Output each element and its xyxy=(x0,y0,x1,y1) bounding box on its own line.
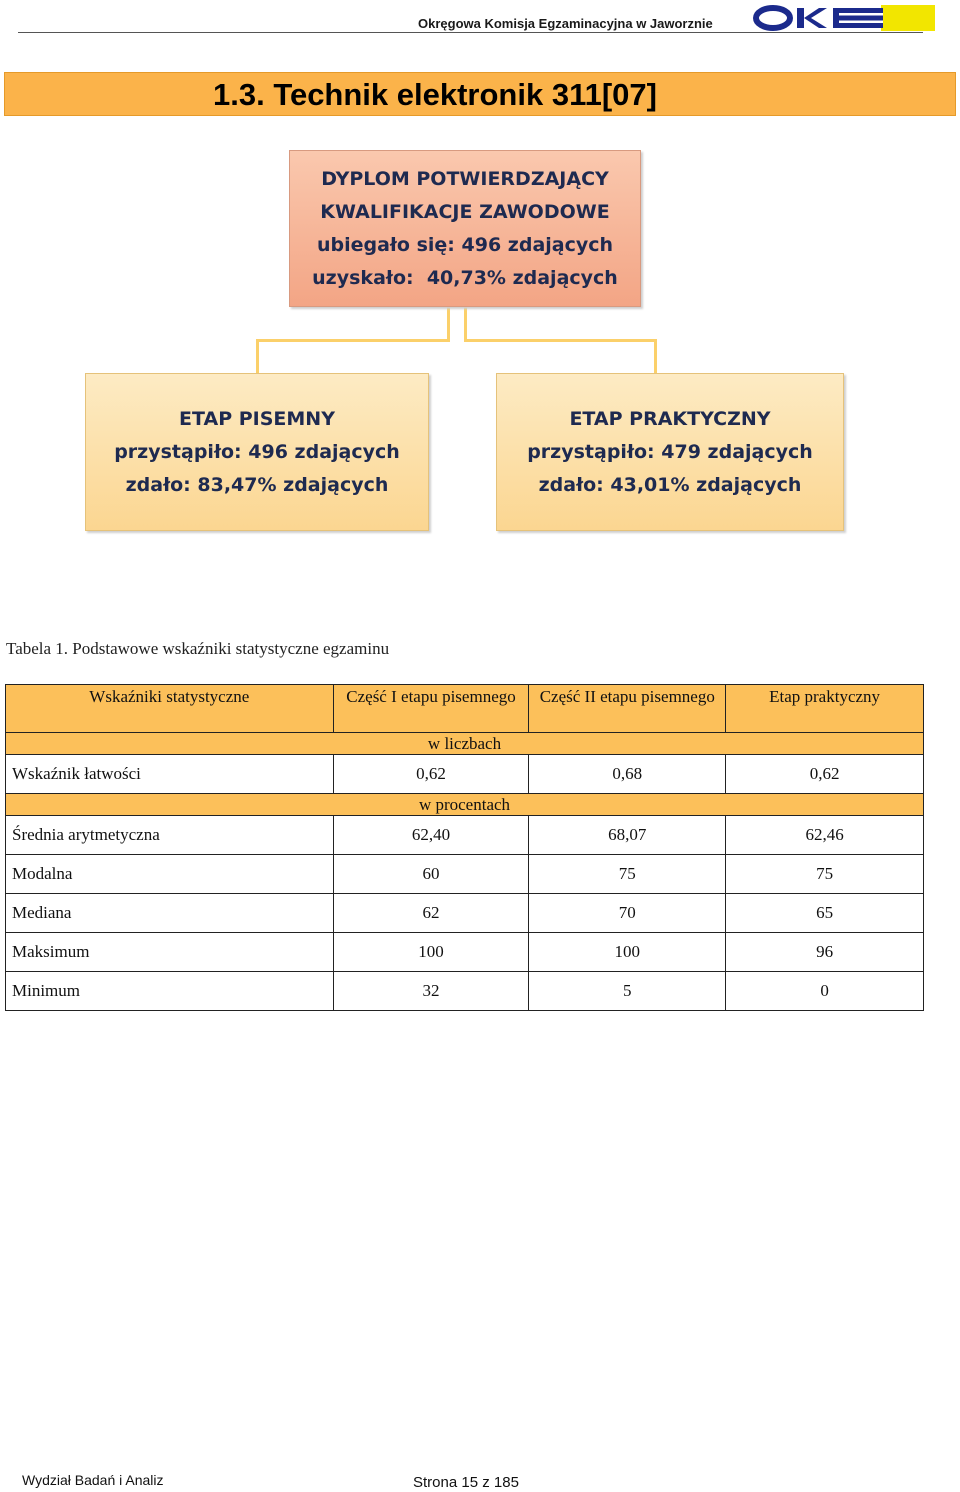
band-percent: w procentach xyxy=(6,794,924,816)
diploma-line-1: DYPLOM POTWIERDZAJĄCY xyxy=(321,167,609,190)
practical-stage-title: ETAP PRAKTYCZNY xyxy=(569,407,771,430)
cell-value: 70 xyxy=(529,894,726,933)
table-row xyxy=(6,855,924,894)
practical-stage-box xyxy=(496,373,844,531)
footer-page-number: Strona 15 z 185 xyxy=(413,1474,519,1491)
connector-right-vertical-top xyxy=(464,307,467,341)
diploma-line-4: uzyskało: 40,73% zdających xyxy=(312,266,618,289)
written-stage-passed: zdało: 83,47% zdających xyxy=(125,473,389,496)
table-caption: Tabela 1. Podstawowe wskaźniki statystyczne egzaminu xyxy=(6,639,390,658)
header-organization: Okręgowa Komisja Egzaminacyjna w Jaworznie xyxy=(418,16,713,31)
cell-value: 100 xyxy=(333,933,529,972)
row-label: Mediana xyxy=(6,894,334,933)
cell-value: 62 xyxy=(333,894,529,933)
practical-stage-passed: zdało: 43,01% zdających xyxy=(538,473,802,496)
statistics-table xyxy=(5,684,924,1011)
written-stage-attended: przystąpiło: 496 zdających xyxy=(114,440,400,463)
row-label: Maksimum xyxy=(6,933,334,972)
table-row xyxy=(6,755,924,794)
cell-value: 68,07 xyxy=(529,816,726,855)
cell-value: 62,40 xyxy=(333,816,529,855)
practical-stage-attended: przystąpiło: 479 zdających xyxy=(527,440,813,463)
table-row xyxy=(6,894,924,933)
diploma-summary-box xyxy=(289,150,641,307)
header-written-part-1: Część I etapu pisemnego xyxy=(333,685,529,733)
row-label: Modalna xyxy=(6,855,334,894)
cell-value: 0,68 xyxy=(529,755,726,794)
diploma-line-3: ubiegało się: 496 zdających xyxy=(316,233,614,256)
logo-yellow-block xyxy=(881,5,935,31)
band-row-percent xyxy=(6,794,924,816)
connector-left-drop xyxy=(256,339,259,374)
cell-value: 96 xyxy=(726,933,924,972)
row-label: Średnia arytmetyczna xyxy=(6,816,334,855)
header-practical: Etap praktyczny xyxy=(726,685,924,733)
cell-value: 65 xyxy=(726,894,924,933)
cell-value: 62,46 xyxy=(726,816,924,855)
connector-left-vertical-top xyxy=(447,307,450,341)
logo-letter-e-top xyxy=(833,8,883,13)
cell-value: 0,62 xyxy=(726,755,924,794)
header-divider xyxy=(18,32,923,33)
logo-letter-k-stem xyxy=(797,8,804,28)
band-numbers: w liczbach xyxy=(6,733,924,755)
table-row xyxy=(6,972,924,1011)
cell-value: 0,62 xyxy=(333,755,529,794)
row-label: Minimum xyxy=(6,972,334,1011)
cell-value: 75 xyxy=(529,855,726,894)
footer-department: Wydział Badań i Analiz xyxy=(22,1472,164,1488)
table-row xyxy=(6,933,924,972)
connector-horizontal-right xyxy=(464,339,657,342)
cell-value: 5 xyxy=(529,972,726,1011)
logo-letter-e-mid xyxy=(833,16,883,21)
table-row xyxy=(6,816,924,855)
header-indicators: Wskaźniki statystyczne xyxy=(6,685,334,733)
section-title-bar xyxy=(4,72,956,116)
cell-value: 0 xyxy=(726,972,924,1011)
cell-value: 75 xyxy=(726,855,924,894)
written-stage-box xyxy=(85,373,429,531)
connector-horizontal-left xyxy=(256,339,450,342)
band-row-numbers xyxy=(6,733,924,755)
table-header-row xyxy=(6,685,924,733)
cell-value: 60 xyxy=(333,855,529,894)
diploma-line-2: KWALIFIKACJE ZAWODOWE xyxy=(320,200,610,223)
connector-right-drop xyxy=(654,339,657,374)
row-label: Wskaźnik łatwości xyxy=(6,755,334,794)
oke-logo xyxy=(753,5,935,31)
cell-value: 100 xyxy=(529,933,726,972)
header-written-part-2: Część II etapu pisemnego xyxy=(529,685,726,733)
written-stage-title: ETAP PISEMNY xyxy=(179,407,335,430)
section-title: 1.3. Technik elektronik 311[07] xyxy=(213,77,657,112)
cell-value: 32 xyxy=(333,972,529,1011)
logo-letter-e-bot xyxy=(833,23,883,28)
